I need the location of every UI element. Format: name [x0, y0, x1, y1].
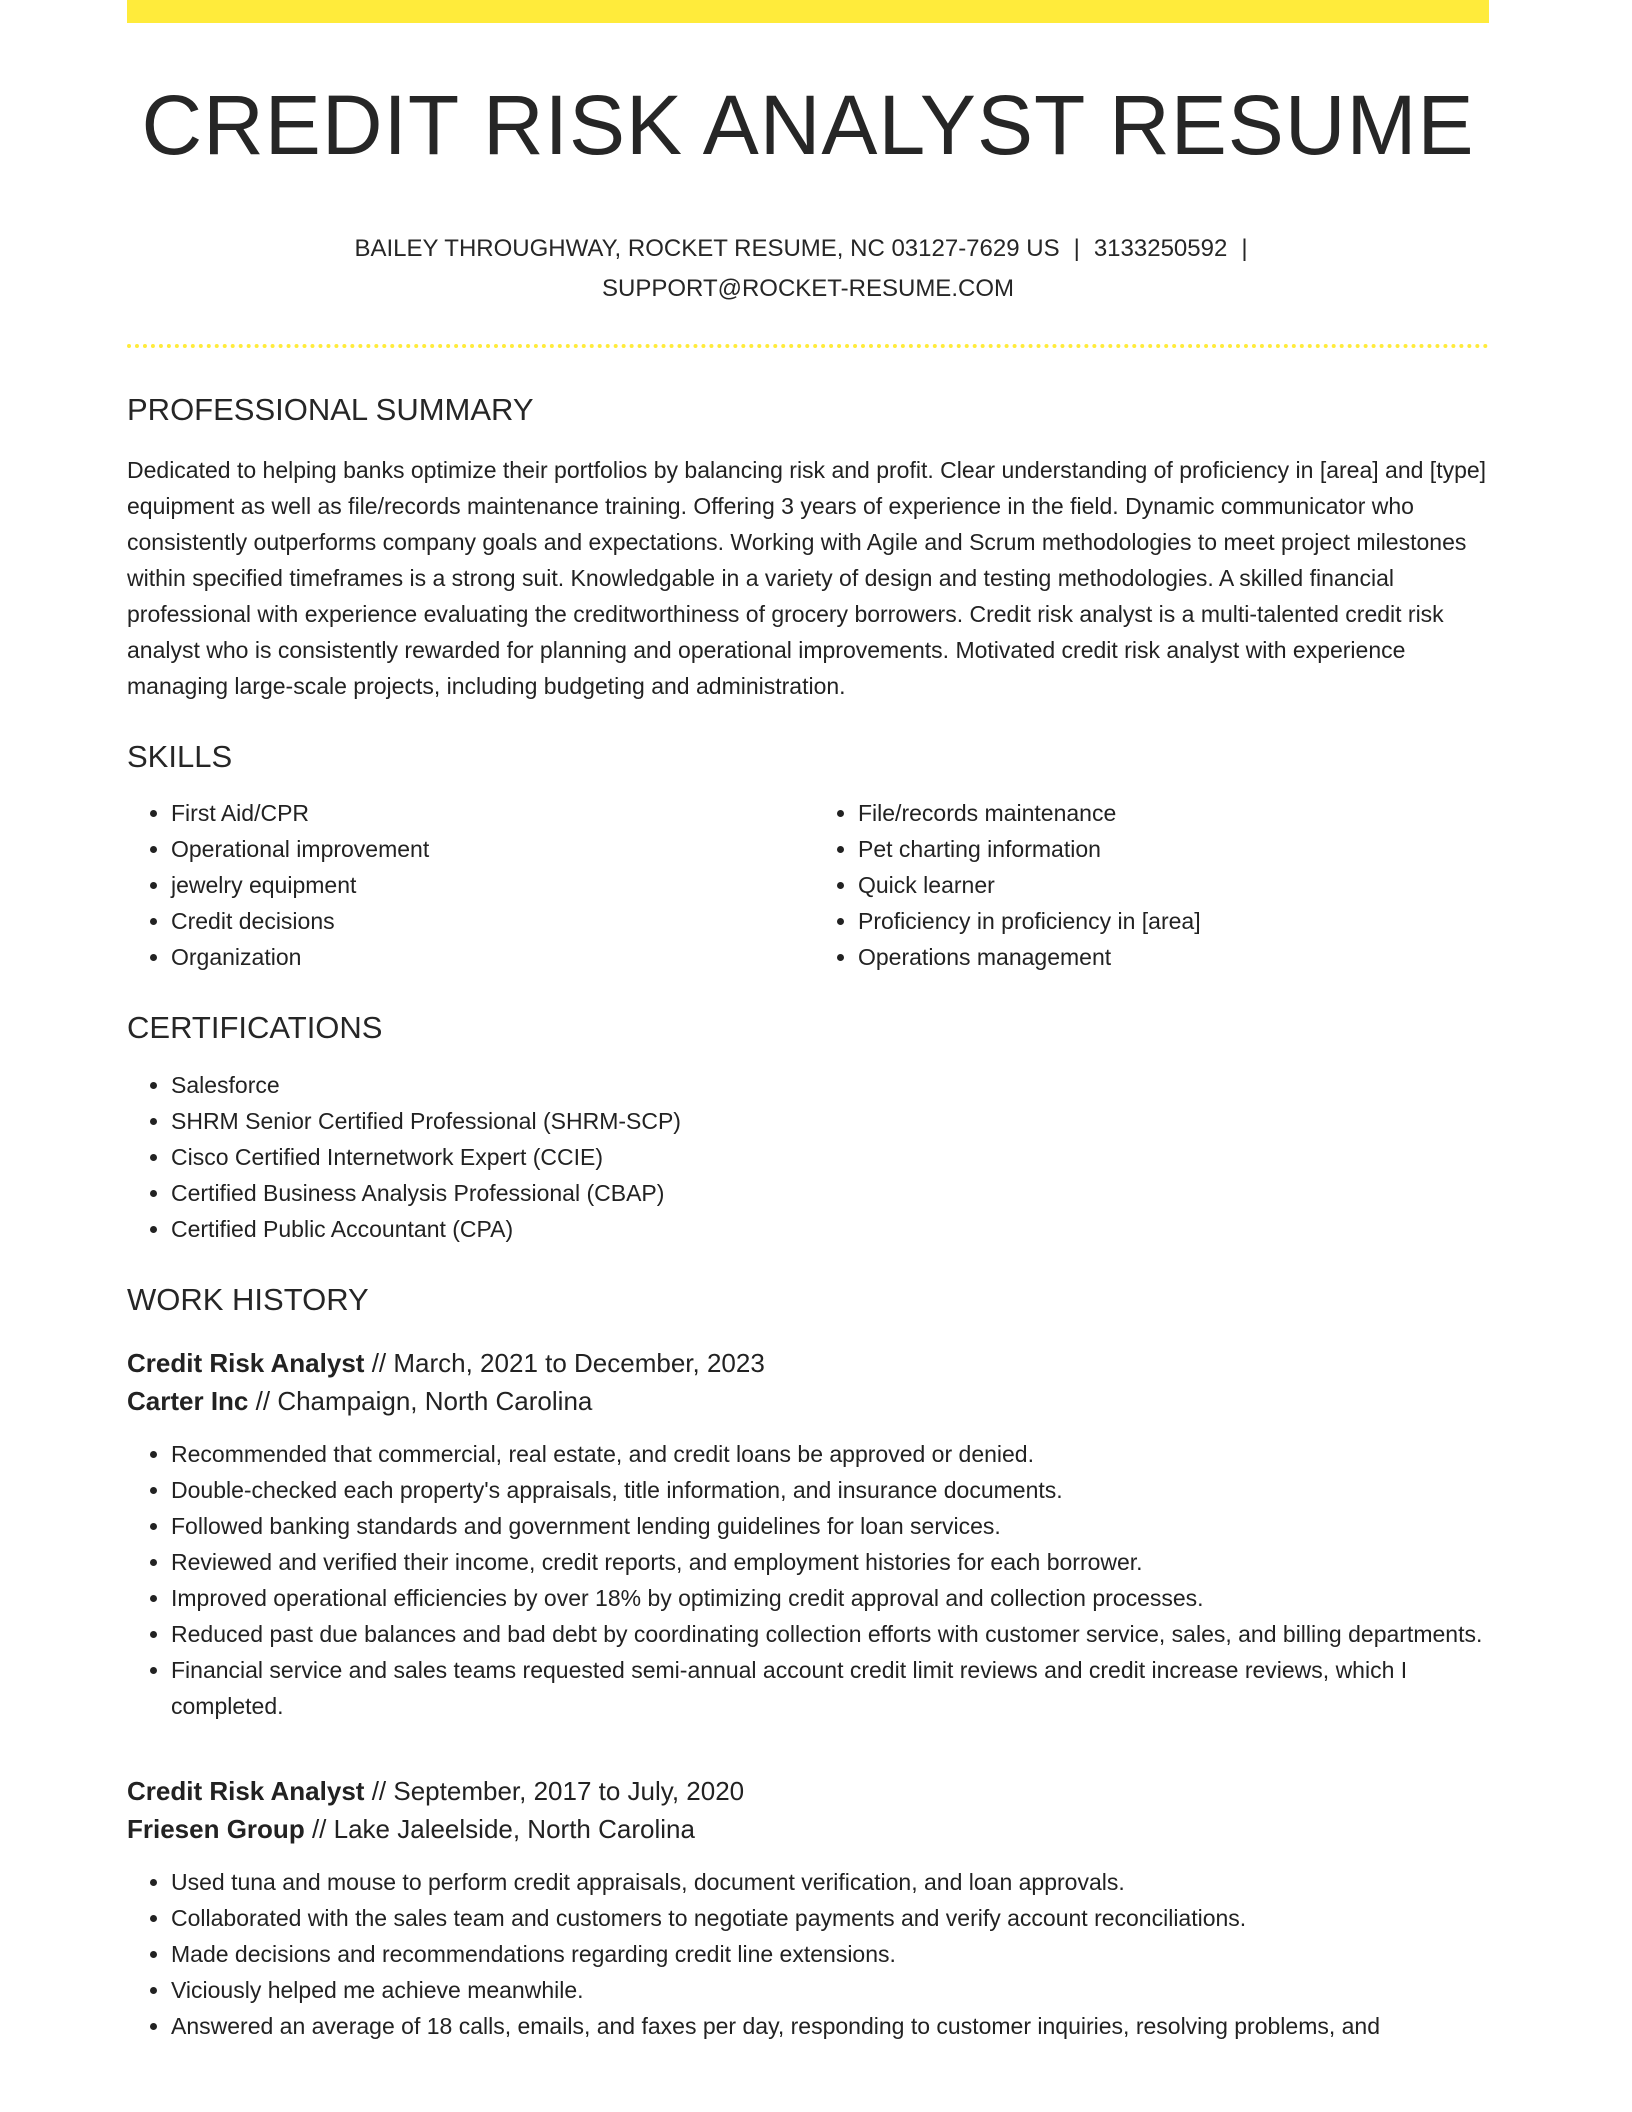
- skills-heading: SKILLS: [127, 739, 233, 775]
- job-company-line: [127, 1810, 1489, 1848]
- skills-column-left: [127, 795, 808, 975]
- job-title: Credit Risk Analyst: [127, 1347, 365, 1378]
- certifications-list: [127, 1067, 1489, 1247]
- dotted-divider: [127, 344, 1489, 348]
- skills-column-right: [808, 795, 1489, 975]
- certification-item: • Salesforce: [171, 1067, 1489, 1103]
- job-duty: • Recommended that commercial, real estate, and credit loans be approved or denied.: [171, 1436, 1489, 1472]
- job-entry: [127, 1772, 1489, 2044]
- job-duty: • Answered an average of 18 calls, emails, and faxes per day, responding to customer inquiries, resolving problems, and: [171, 2008, 1489, 2044]
- job-duty: • Reviewed and verified their income, credit reports, and employment histories for each borrower.: [171, 1544, 1489, 1580]
- job-duty: • Collaborated with the sales team and customers to negotiate payments and verify account reconciliations.: [171, 1900, 1489, 1936]
- skill-item: • First Aid/CPR: [171, 795, 808, 831]
- job-company: Carter Inc: [127, 1385, 249, 1416]
- certification-item: • SHRM Senior Certified Professional (SHRM-SCP): [171, 1103, 1489, 1139]
- skill-item: • Proficiency in proficiency in [area]: [858, 903, 1489, 939]
- skill-item: • Operational improvement: [171, 831, 808, 867]
- skill-item: • Pet charting information: [858, 831, 1489, 867]
- skill-item: • Quick learner: [858, 867, 1489, 903]
- skill-item: • Credit decisions: [171, 903, 808, 939]
- job-duty: • Made decisions and recommendations regarding credit line extensions.: [171, 1936, 1489, 1972]
- job-duties-list: [127, 1864, 1489, 2044]
- job-separator: //: [311, 1813, 327, 1844]
- job-duty: • Used tuna and mouse to perform credit appraisals, document verification, and loan approvals.: [171, 1864, 1489, 1900]
- skill-item: • jewelry equipment: [171, 867, 808, 903]
- resume-title: CREDIT RISK ANALYST RESUME: [141, 78, 1475, 172]
- job-duties-list: [127, 1436, 1489, 1724]
- job-separator: //: [255, 1385, 271, 1416]
- skill-item: • Organization: [171, 939, 808, 975]
- skills-list: [127, 795, 1489, 975]
- certification-item: • Cisco Certified Internetwork Expert (CCIE): [171, 1139, 1489, 1175]
- job-duty: • Viciously helped me achieve meanwhile.: [171, 1972, 1489, 2008]
- skill-item: • File/records maintenance: [858, 795, 1489, 831]
- job-title-line: [127, 1344, 1489, 1382]
- job-title: Credit Risk Analyst: [127, 1775, 365, 1806]
- summary-text: Dedicated to helping banks optimize their portfolios by balancing risk and profit. Clear understanding of proficiency in [area] and [type] equipment as well as file/records maintenance training. Offering 3 years of experience in the field. Dynamic communicator who consistently outperforms company goals and expectations. Working with Agile and Scrum methodologies to meet project milestones within specified timeframes is a strong suit. Knowledgable in a variety of design and testing methodologies. A skilled financial professional with experience evaluating the creditworthiness of grocery borrowers. Credit risk analyst is a multi-talented credit risk analyst who is consistently rewarded for planning and operational improvements. Motivated credit risk analyst with experience managing large-scale projects, including budgeting and administration.: [127, 457, 1487, 700]
- job-separator: //: [371, 1775, 387, 1806]
- certifications-heading: CERTIFICATIONS: [127, 1010, 383, 1046]
- contact-address: BAILEY THROUGHWAY, ROCKET RESUME, NC 03127-7629 US: [354, 235, 1060, 262]
- job-duty: • Financial service and sales teams requested semi-annual account credit limit reviews and credit increase reviews, which I completed.: [171, 1652, 1489, 1724]
- accent-bar: [127, 0, 1489, 23]
- contact-separator: |: [1241, 235, 1248, 262]
- job-title-line: [127, 1772, 1489, 1810]
- job-duty: • Improved operational efficiencies by over 18% by optimizing credit approval and collection processes.: [171, 1580, 1489, 1616]
- job-duty: • Reduced past due balances and bad debt by coordinating collection efforts with customer service, sales, and billing departments.: [171, 1616, 1489, 1652]
- certification-item: • Certified Business Analysis Professional (CBAP): [171, 1175, 1489, 1211]
- job-location: Champaign, North Carolina: [277, 1385, 593, 1416]
- certification-item: • Certified Public Accountant (CPA): [171, 1211, 1489, 1247]
- job-dates: March, 2021 to December, 2023: [393, 1347, 765, 1378]
- contact-separator: |: [1073, 235, 1080, 262]
- summary-heading: PROFESSIONAL SUMMARY: [127, 392, 534, 427]
- job-location: Lake Jaleelside, North Carolina: [333, 1813, 695, 1844]
- contact-phone: 3133250592: [1093, 235, 1228, 262]
- work-history-heading: WORK HISTORY: [127, 1281, 369, 1317]
- job-separator: //: [371, 1347, 387, 1378]
- job-duty: • Followed banking standards and government lending guidelines for loan services.: [171, 1508, 1489, 1544]
- resume-page: [127, 0, 1489, 2044]
- job-duty: • Double-checked each property's appraisals, title information, and insurance documents.: [171, 1472, 1489, 1508]
- contact-email[interactable]: SUPPORT@ROCKET-RESUME.COM: [602, 275, 1014, 302]
- job-entry: [127, 1344, 1489, 1724]
- job-company: Friesen Group: [127, 1813, 305, 1844]
- job-company-line: [127, 1382, 1489, 1420]
- skill-item: • Operations management: [858, 939, 1489, 975]
- contact-info: [127, 229, 1489, 309]
- job-dates: September, 2017 to July, 2020: [393, 1775, 745, 1806]
